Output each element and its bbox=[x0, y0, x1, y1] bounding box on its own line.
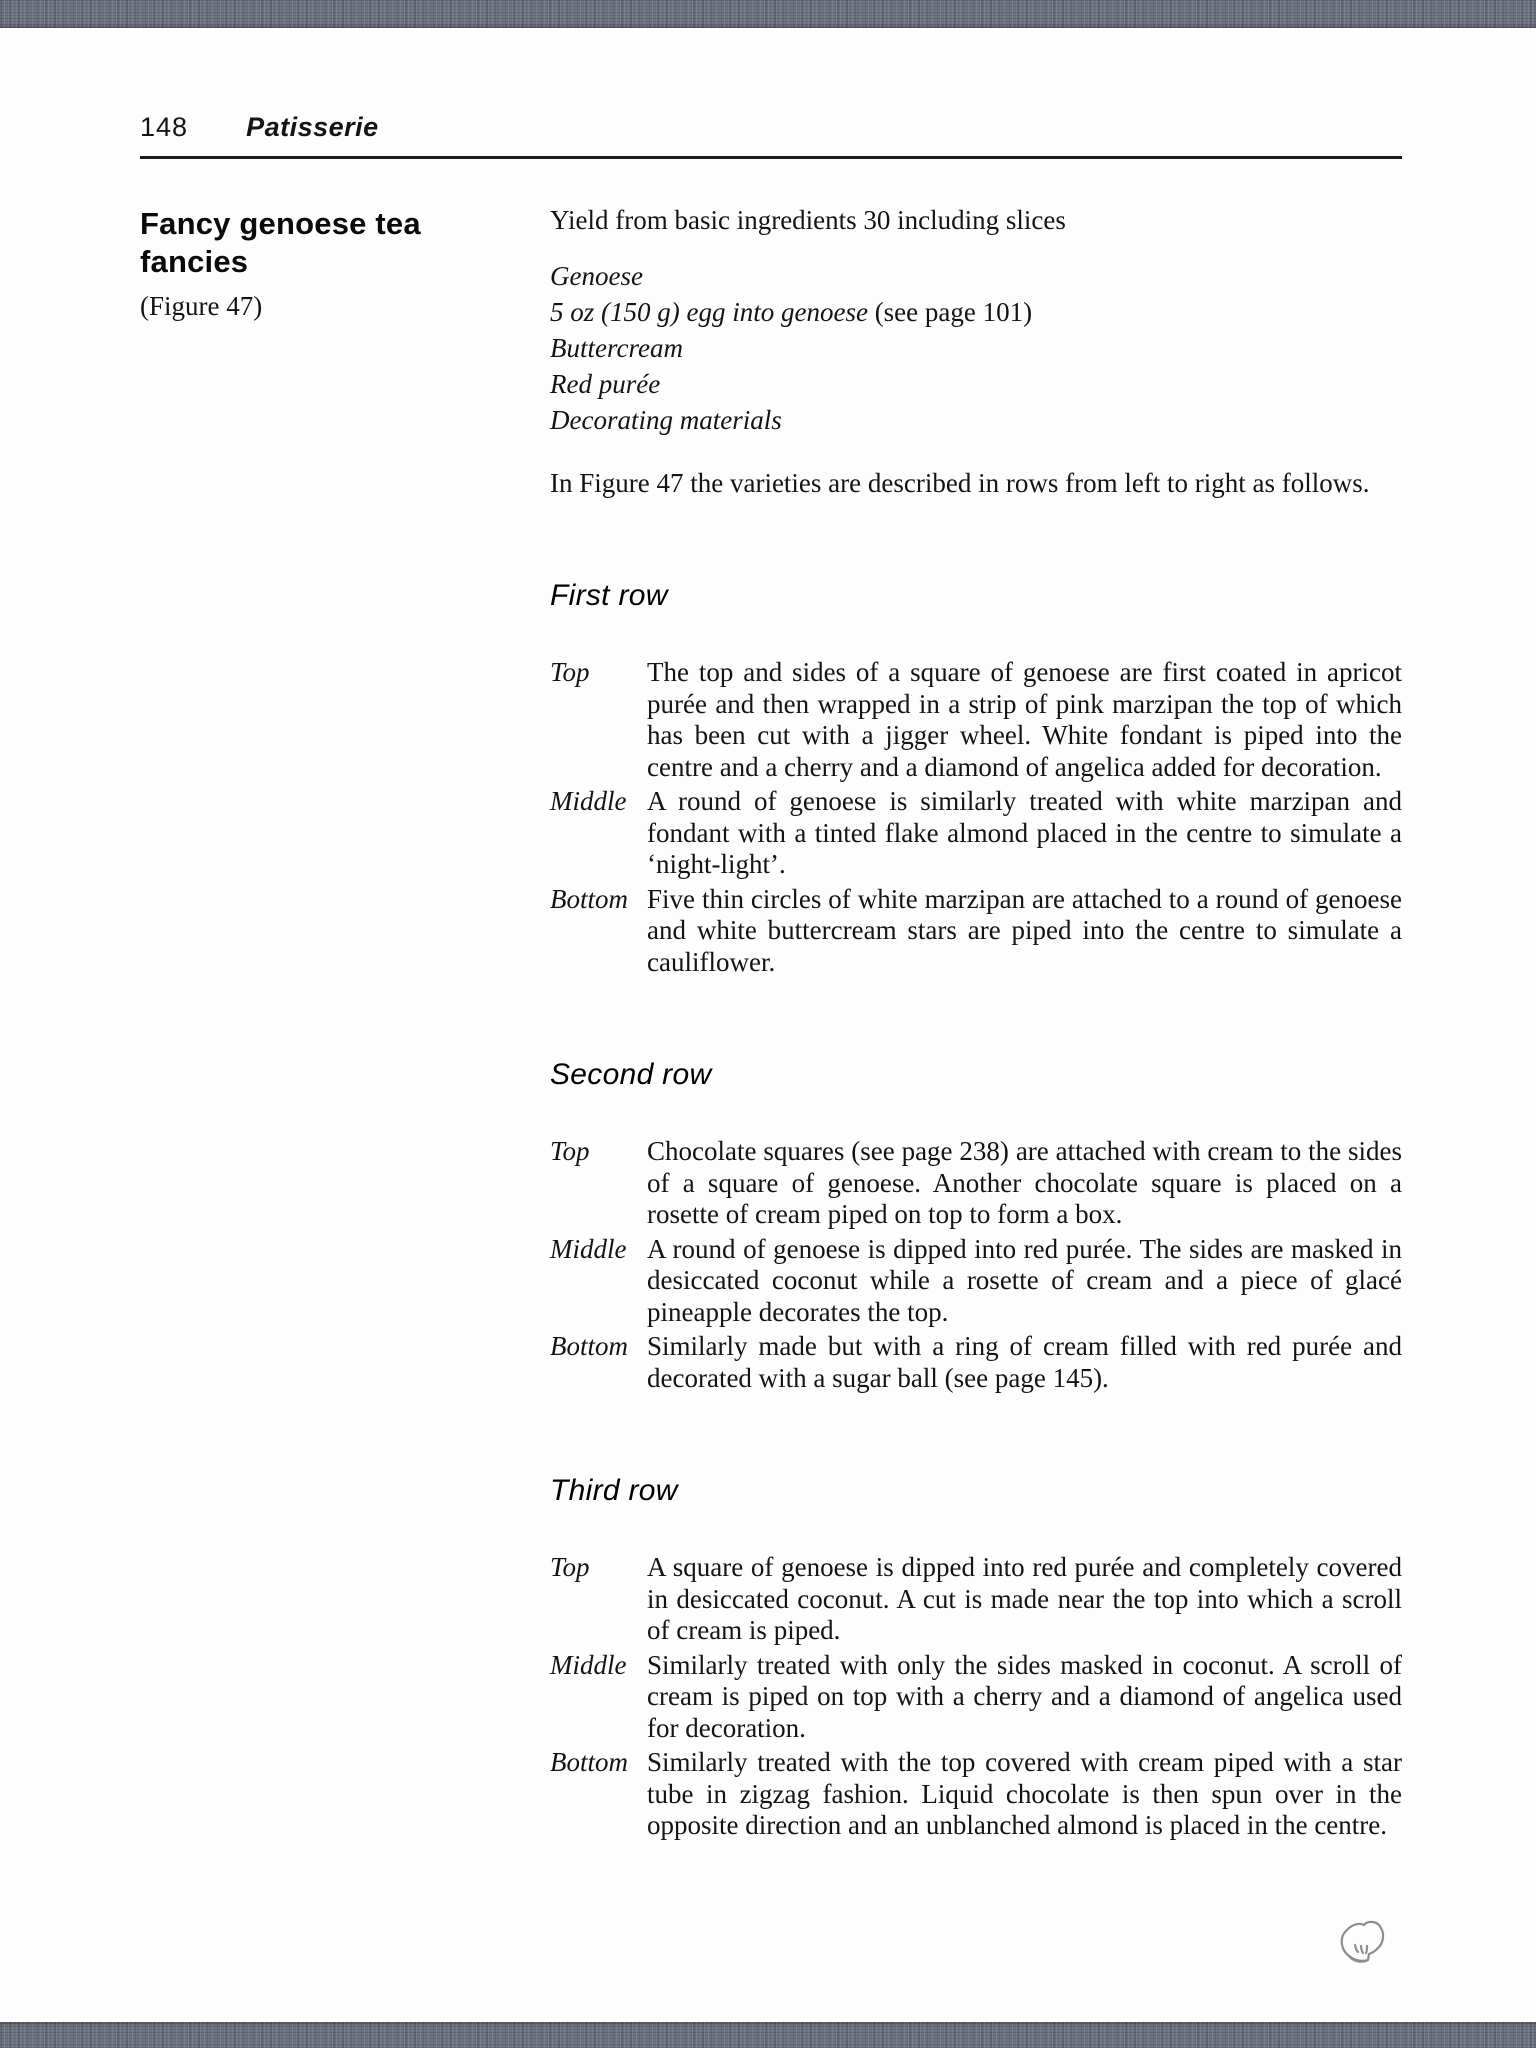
row-section bbox=[550, 1058, 1402, 1394]
text-column bbox=[550, 205, 1402, 1842]
entry-label: Middle bbox=[550, 1233, 627, 1264]
ingredient-line: Genoese bbox=[550, 261, 643, 291]
ingredient-line: Buttercream bbox=[550, 333, 683, 363]
entry-text: Five thin circles of white marzipan are attached to a round of genoese and white buttercream stars are piped into the centre to simulate a cauliflower. bbox=[647, 883, 1402, 977]
running-title: Patisserie bbox=[246, 112, 379, 142]
entry-text: A square of genoese is dipped into red purée and completely covered in desiccated coconut. A cut is made near the top into which a scroll of cream is piped. bbox=[647, 1552, 1402, 1645]
row-entries bbox=[550, 1552, 1402, 1842]
entry-label: Bottom bbox=[550, 1331, 628, 1361]
entry-text: Similarly made but with a ring of cream filled with red purée and decorated with a sugar ball (see page 145). bbox=[647, 1331, 1402, 1393]
article-title: Fancy genoese tea fancies bbox=[140, 206, 421, 279]
entry-label: Middle bbox=[550, 1649, 627, 1680]
ingredients-list bbox=[550, 258, 1402, 438]
ingredient-line: 5 oz (150 g) egg into genoese (see page 101) bbox=[550, 297, 1033, 327]
entry-text: Chocolate squares (see page 238) are attached with cream to the sides of a square of genoese. Another chocolate square is placed on a rosette of cream piped on top to form a box. bbox=[647, 1136, 1402, 1229]
top-fabric-edge bbox=[0, 0, 1536, 28]
row-section bbox=[550, 579, 1402, 978]
entry-label: Top bbox=[550, 1552, 590, 1582]
entry-label: Middle bbox=[550, 786, 627, 816]
bottom-fabric-edge bbox=[0, 2022, 1536, 2048]
entry-label: Top bbox=[550, 657, 590, 687]
ingredient-line: Red purée bbox=[550, 369, 661, 399]
entry-text: Similarly treated with the top covered with cream piped with a star tube in zigzag fashion. Liquid chocolate is then spun over in the opposite direction and an unblanched almond is placed in the centre. bbox=[647, 1747, 1402, 1840]
entry-text: A round of genoese is similarly treated with white marzipan and fondant with a tinted flake almond placed in the centre to simulate a ‘night-light’. bbox=[647, 786, 1402, 879]
row-section-heading: Second row bbox=[550, 1058, 712, 1091]
row-entries bbox=[550, 1136, 1402, 1394]
row-section-heading: First row bbox=[550, 579, 668, 612]
row-entries bbox=[550, 657, 1402, 978]
margin-column bbox=[140, 205, 550, 1842]
entry-text: Similarly treated with only the sides masked in coconut. A scroll of cream is piped on top with a cherry and a diamond of angelica used for decoration. bbox=[647, 1649, 1402, 1743]
entry-label: Top bbox=[550, 1136, 590, 1166]
page-content bbox=[140, 112, 1402, 1842]
figure-reference: (Figure 47) bbox=[140, 291, 263, 321]
main-columns bbox=[140, 205, 1402, 1842]
yield-line: Yield from basic ingredients 30 including slices bbox=[550, 205, 1066, 235]
intro-note: In Figure 47 the varieties are described in rows from left to right as follows. bbox=[550, 468, 1370, 498]
chef-hat-icon bbox=[1335, 1916, 1391, 1974]
entry-text: The top and sides of a square of genoese are first coated in apricot purée and then wrapped in a strip of pink marzipan the top of which has been cut with a jigger wheel. White fondant is piped into the centre and a cherry and a diamond of angelica added for decoration. bbox=[647, 657, 1402, 782]
row-section bbox=[550, 1474, 1402, 1842]
running-head bbox=[140, 112, 1402, 159]
entry-label: Bottom bbox=[550, 883, 628, 914]
entry-text: A round of genoese is dipped into red purée. The sides are masked in desiccated coconut while a rosette of cream and a piece of glacé pineapple decorates the top. bbox=[647, 1233, 1402, 1327]
page-number: 148 bbox=[140, 112, 189, 142]
entry-label: Bottom bbox=[550, 1747, 628, 1777]
row-section-heading: Third row bbox=[550, 1474, 678, 1507]
sections bbox=[550, 579, 1402, 1842]
ingredient-line: Decorating materials bbox=[550, 405, 782, 435]
